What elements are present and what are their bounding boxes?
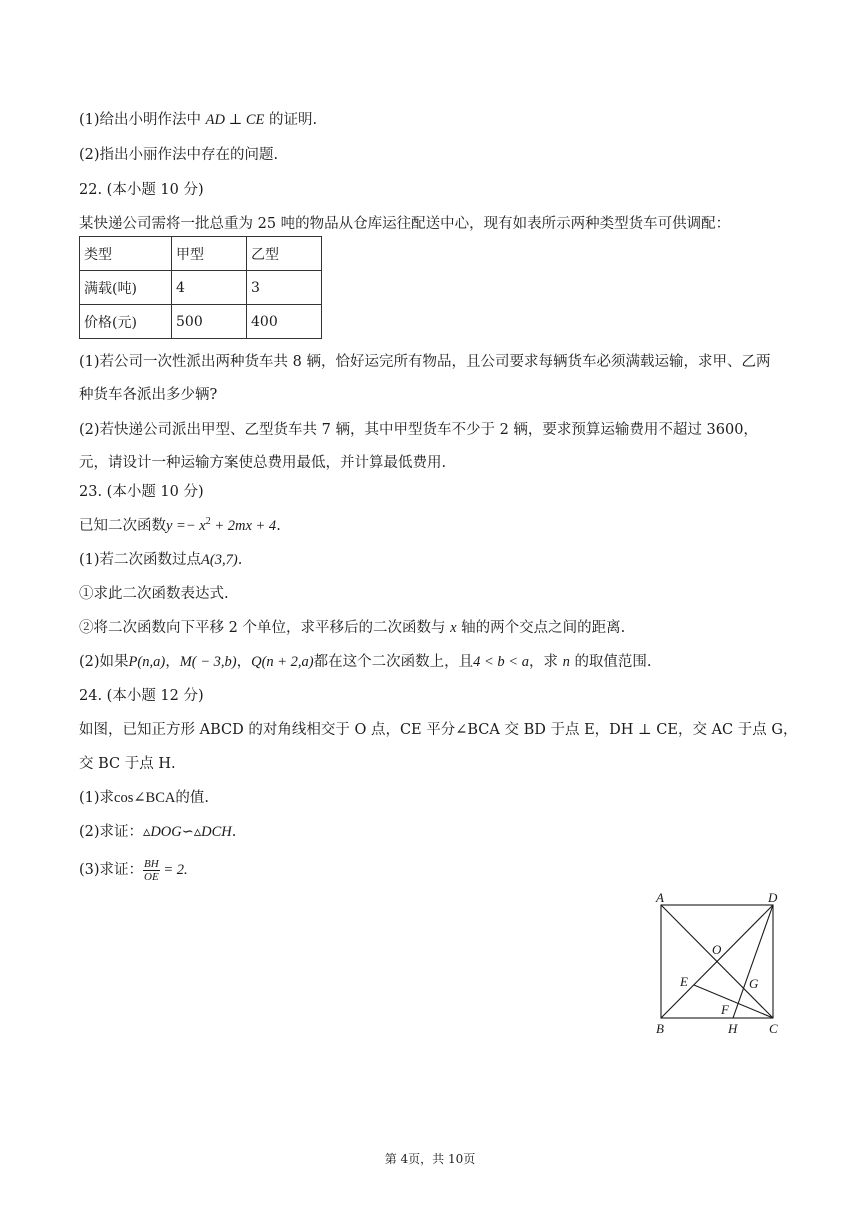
q24-part1: (1)求cos∠BCA的值. <box>79 790 209 806</box>
table-cell: 满载(吨) <box>80 271 172 305</box>
q24-intro-line2: 交 BC 于点 H. <box>79 756 176 772</box>
q22-heading: 22. (本小题 10 分) <box>79 182 204 198</box>
table-cell: 400 <box>247 305 322 339</box>
q21-part1: (1)给出小明作法中 AD ⊥ CE 的证明. <box>79 112 318 128</box>
q22-part2: (2)若快递公司派出甲型、乙型货车共 7 辆，其中甲型货车不少于 2 辆，要求预算运输费用不超过 3600，元，请设计一种运输方案使总费用最低，并计算最低费用. <box>79 422 758 471</box>
q24-part2: (2)求证：▵DOG∽▵DCH. <box>79 824 237 840</box>
table-cell: 4 <box>172 271 247 305</box>
truck-table <box>79 236 322 339</box>
table-row <box>80 305 322 339</box>
label-a: A <box>656 890 664 905</box>
table-cell: 价格(元) <box>80 305 172 339</box>
page-footer: 第 4页，共 10页 <box>384 1152 476 1166</box>
q23-part2: (2)如果P(n,a)，M( − 3,b)，Q(n + 2,a)都在这个二次函数上，且4 < b < a，求 n 的取值范围. <box>79 654 652 670</box>
label-h: H <box>728 1021 738 1036</box>
segment-ce <box>694 985 773 1018</box>
label-c: C <box>769 1021 778 1036</box>
label-f: F <box>721 1002 729 1017</box>
label-e: E <box>680 974 688 989</box>
q24-part3: (3)求证： $\frac{BH}{OE}$ = 2. <box>79 857 188 883</box>
q23-part1-sub1: ①求此二次函数表达式. <box>79 586 229 602</box>
table-cell: 3 <box>247 271 322 305</box>
fraction-bh-oe: $\frac{BH}{OE}$ <box>144 857 159 883</box>
q23-intro: 已知二次函数$y =- x^2 + 2mx + 4$. <box>79 516 281 534</box>
table-cell: 500 <box>172 305 247 339</box>
q24-intro-line1: 如图，已知正方形 ABCD 的对角线相交于 O 点，CE 平分∠BCA 交 BD 于点 E，DH ⊥ CE，交 AC 于点 G， <box>79 722 798 738</box>
table-row <box>80 271 322 305</box>
table-row <box>80 237 322 271</box>
q22-part1: (1)若公司一次性派出两种货车共 8 辆，恰好运完所有物品，且公司要求每辆货车必须满载运输，求甲、乙两种货车各派出多少辆? <box>79 354 771 403</box>
table-cell: 甲型 <box>172 237 247 271</box>
table-cell: 乙型 <box>247 237 322 271</box>
table-cell: 类型 <box>80 237 172 271</box>
label-o: O <box>712 942 722 957</box>
label-g: G <box>749 976 759 991</box>
q22-intro: 某快递公司需将一批总重为 25 吨的物品从仓库运往配送中心，现有如表所示两种类型货车可供调配： <box>79 216 731 232</box>
label-b: B <box>656 1021 664 1036</box>
q23-heading: 23. (本小题 10 分) <box>79 484 204 500</box>
square-geometry-figure <box>648 888 788 1038</box>
q24-heading: 24. (本小题 12 分) <box>79 688 204 704</box>
q21-part2: (2)指出小丽作法中存在的问题. <box>79 147 279 163</box>
q23-part1: (1)若二次函数过点A(3,7). <box>79 552 243 568</box>
q23-part1-sub2: ②将二次函数向下平移 2 个单位，求平移后的二次函数与 x 轴的两个交点之间的距离. <box>79 620 626 636</box>
label-d: D <box>768 890 778 905</box>
segment-dh <box>733 905 773 1018</box>
